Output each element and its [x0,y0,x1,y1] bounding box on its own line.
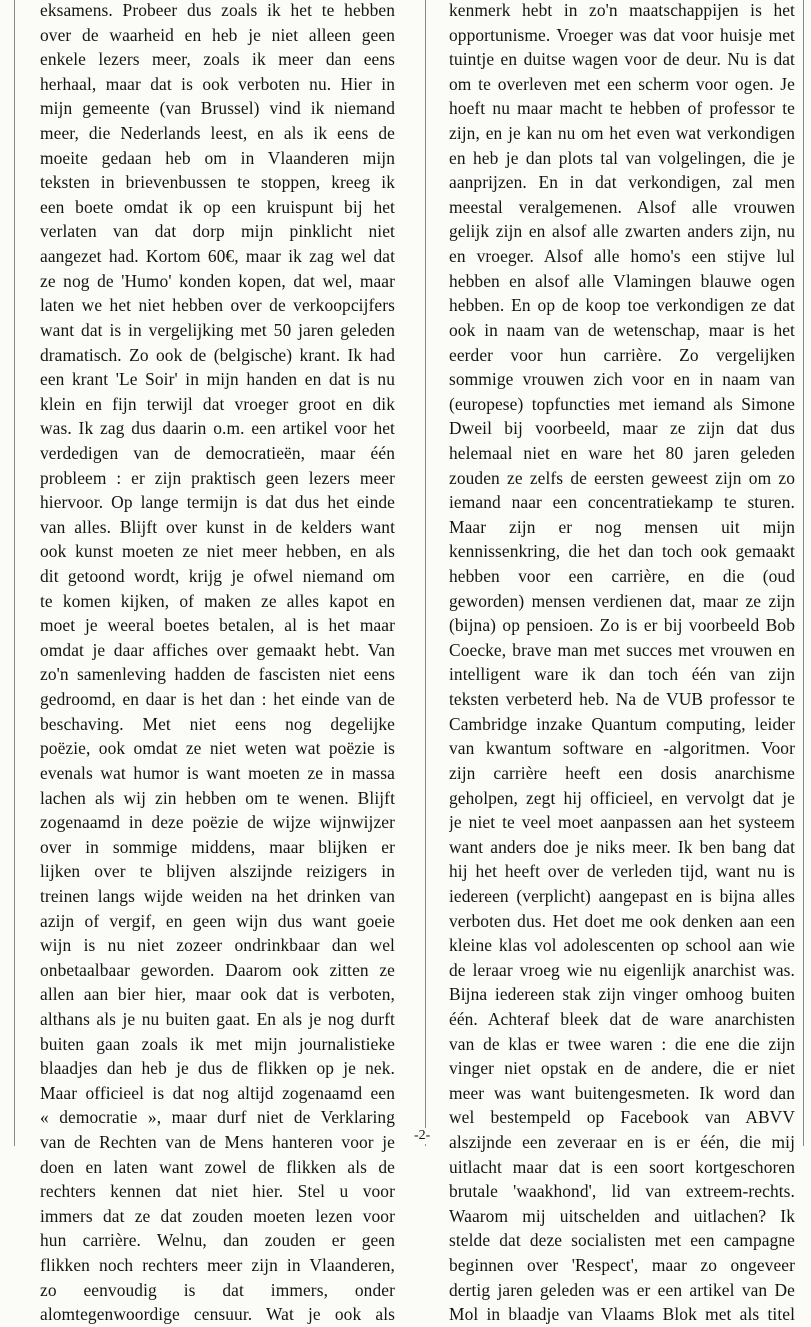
text-line: kennissenkring, die het dan toch ook gemaakt [449,541,795,562]
text-line: iedereen (verplicht) aangepast en is bijna alles [449,885,795,906]
text-line: was. Ik zag dus daarin o.m. een artikel voor het [40,418,395,439]
text-line: hebben en alsof alle Vlamingen blauwe ogen [449,270,795,291]
text-line: evenals wat humor is want moeten ze in massa [40,762,395,783]
text-line: zijn carrière heeft een dosis anarchisme [449,762,795,783]
text-line: Maar officieel is dat nog altijd zogenaamd een [40,1082,395,1103]
text-line: probleem : er zijn praktisch geen lezers meer [40,467,395,488]
text-line: laten we het niet hebben over de verkoopcijfers [40,295,395,316]
text-line: dit getoond wordt, krijg je ofwel niemand om [40,566,395,587]
text-line: lijken over te blijven alszijnde reizigers in [40,861,395,882]
text-line: zo eenvoudig is dat immers, onder [40,1279,395,1300]
text-line: Cambridge inzake Quantum computing, leider [449,713,795,734]
text-line: vinger niet opstak en de andere, die er niet [449,1058,795,1079]
text-line: je niet te veel moet aanpassen aan het systeem [449,812,795,833]
right-border-rule [803,0,804,1146]
column-divider-rule [425,0,426,1146]
text-line: dertig jaren geleden was er een artikel van De [449,1279,795,1300]
text-line: ook in naam van de wetenschap, maar is het [449,319,795,340]
text-line: alszijnde een zeveraar en is er één, die mij [449,1132,795,1153]
page-number: -2- [414,1128,431,1143]
text-line: hiervoor. Op lange termijn is dat dus het einde [40,492,395,513]
text-line: van kwantum software en -algoritmen. Voor [449,738,795,759]
text-line: lachen als wij zin hebben om te wenen. Blijft [40,787,395,808]
text-line: eerder voor hun carrière. Zo vergelijken [449,344,795,365]
text-line: want dat is in vergelijking met 50 jaren geleden [40,319,395,340]
text-line: treinen langs wijde weiden na het drinken van [40,885,395,906]
text-line: wijn is nu niet zozeer ondrinkbaar dan wel [40,935,395,956]
text-line: één. Achteraf bleek dat de ware anarchisten [449,1008,795,1029]
text-line: verlaten van dat dorp mijn pinklicht niet [40,221,395,242]
left-text-column [40,0,395,1327]
text-line: een krant 'Le Soir' in mijn handen en dat is nu [40,369,395,390]
text-line: want anders doe je niks meer. Ik ben bang dat [449,836,795,857]
text-line: zouden ze zelfs de eersten geweest zijn om zo [449,467,795,488]
text-line: een boete omdat ik op een kruispunt bij het [40,196,395,217]
text-line: blaadjes dan heb je dus de flikken op je nek. [40,1058,395,1079]
text-line: eksamens. Probeer dus zoals ik het te hebben [40,0,395,20]
text-line: verboten dus. Het doet me ook denken aan een [449,910,795,931]
text-line: hun carrière. Welnu, dan zouden er geen [40,1230,395,1251]
text-line: zogenaamd in deze poëzie de wijze wijnwijzer [40,812,395,833]
text-line: zijn, en je kan nu om het even wat verkondigen [449,123,795,144]
text-line: Maar zijn er nog mensen uit mijn [449,516,795,537]
text-line: wel bestempeld op Facebook van ABVV [449,1107,795,1128]
text-line: Mol in blaadje van Vlaams Blok met als titel [449,1304,795,1325]
text-line: van de klas er twee waren : die ene die zijn [449,1033,795,1054]
text-line: allen aan bier hier, maar ook dat is verboten, [40,984,395,1005]
text-line: van de Rechten van de Mens hanteren voor je [40,1132,395,1153]
text-line: doen en laten want zowel de flikken als de [40,1156,395,1177]
text-line: (bijna) op pensioen. Zo is er bij voorbeeld Bob [449,615,795,636]
text-line: dramatisch. Zo ook de (belgische) krant. Ik had [40,344,395,365]
text-line: Coecke, brave man met succes met vrouwen en [449,639,795,660]
text-line: poëzie, ook omdat ze niet weten wat poëzie is [40,738,395,759]
text-line: te komen kijken, of maken ze alles kapot en [40,590,395,611]
text-line: meer, die Nederlands leest, en als ik eens de [40,123,395,144]
text-line: geworden) mensen verdienen dat, maar ze zijn [449,590,795,611]
text-line: « democratie », maar durf niet de Verklaring [40,1107,395,1128]
text-line: teksten in brievenbussen te stoppen, kreeg ik [40,172,395,193]
text-line: omdat je daar affiches over gemaakt hebt. Van [40,639,395,660]
text-line: althans als je nu buiten gaat. En als je nog durft [40,1008,395,1029]
text-line: buiten gaan zoals ik met mijn journalistieke [40,1033,395,1054]
text-line: herhaal, maar dat is ook verboten nu. Hier in [40,73,395,94]
text-line: immers dat ze dat zouden moeten lezen voor [40,1205,395,1226]
text-line: over in sommige middens, maar blijken er [40,836,395,857]
text-line: kenmerk hebt in zo'n maatschappijen is het [449,0,795,20]
text-line: gedroomd, en daar is het dan : het einde van de [40,689,395,710]
text-line: geholpen, zegt hij officieel, en vervolgt dat je [449,787,795,808]
left-border-rule [14,0,15,1146]
text-line: opportunisme. Vroeger was dat voor huisje met [449,24,795,45]
text-line: over de waarheid en heb je niet alleen geen [40,24,395,45]
text-line: hoeft nu maar macht te hebben of professor te [449,98,795,119]
text-line: aangezet had. Kortom 60€, maar ik zag wel dat [40,246,395,267]
text-line: beschaving. Met niet eens nog degelijke [40,713,395,734]
text-line: azijn of vergif, en geen wijn dus want goeie [40,910,395,931]
text-line: mijn gemeente (van Brussel) vind ik niemand [40,98,395,119]
text-line: kleine klas vol adolescenten op school aan wie [449,935,795,956]
text-line: iemand naar een concentratiekamp te sturen. [449,492,795,513]
text-line: beginnen over 'Respect', maar zo ongeveer [449,1255,795,1276]
text-line: moet je weeral boetes betalen, al is het maar [40,615,395,636]
text-line: de leraar vroeg wie nu eigenlijk anarchist was. [449,959,795,980]
text-line: hij het heeft over de verleden tijd, want nu is [449,861,795,882]
text-line: ook kunst moeten ze niet meer hebben, en als [40,541,395,562]
text-line: meestal veralgemenen. Alsof alle vrouwen [449,196,795,217]
text-line: teksten verbeterd heb. Na de VUB professor te [449,689,795,710]
text-line: van alles. Blijft over kunst in de kelders want [40,516,395,537]
text-line: flikken noch rechters meer zijn in Vlaanderen, [40,1255,395,1276]
right-text-column [449,0,795,1327]
text-line: onbetaalbaar geworden. Daarom ook zitten ze [40,959,395,980]
text-line: hebben. En op de koop toe verkondigen ze dat [449,295,795,316]
text-line: hebben voor een carrière, en die (oud [449,566,795,587]
text-line: enkele lezers meer, zoals ik meer dan eens [40,49,395,70]
text-line: rechters kennen dat niet hier. Stel u voor [40,1181,395,1202]
text-line: aanprijzen. En in dat verkondigen, zal men [449,172,795,193]
text-line: uitlacht maar dat is een soort kortgeschoren [449,1156,795,1177]
text-line: meer was want buitengesmeten. Ik word dan [449,1082,795,1103]
text-line: en vroeger. Alsof alle homo's een stijve lul [449,246,795,267]
text-line: (europese) topfuncties met iemand als Simone [449,393,795,414]
text-line: verdedigen van de democratieën, maar één [40,442,395,463]
text-line: brutale 'waakhond', lid van extreem-rechts. [449,1181,795,1202]
text-line: zo'n samenleving hadden de fascisten niet eens [40,664,395,685]
text-line: alomtegenwoordige censuur. Wat je ook als [40,1304,395,1325]
text-line: stelde dat deze socialisten met een campagne [449,1230,795,1251]
text-line: en heb je dan plots tal van volgelingen, die je [449,147,795,168]
text-line: sommige vrouwen zich voor en in naam van [449,369,795,390]
text-line: gelijk zijn en alsof alle zwarten anders zijn, nu [449,221,795,242]
text-line: om te overleven met een scherm voor ogen. Je [449,73,795,94]
text-line: Dweil bij voorbeeld, maar ze zijn dat dus [449,418,795,439]
text-line: klein en fijn terwijl dat vroeger groot en dik [40,393,395,414]
text-line: helemaal niet en ware het 80 jaren geleden [449,442,795,463]
text-line: Waarom mij uitschelden and uitlachen? Ik [449,1205,795,1226]
text-line: ze nog de 'Humo' konden kopen, dat wel, maar [40,270,395,291]
text-line: tuintje en duitse wagen voor de deur. Nu is dat [449,49,795,70]
text-line: moeite gedaan heb om in Vlaanderen mijn [40,147,395,168]
text-line: Bijna iedereen stak zijn vinger omhoog buiten [449,984,795,1005]
text-line: intelligent ware ik dan toch één van zijn [449,664,795,685]
